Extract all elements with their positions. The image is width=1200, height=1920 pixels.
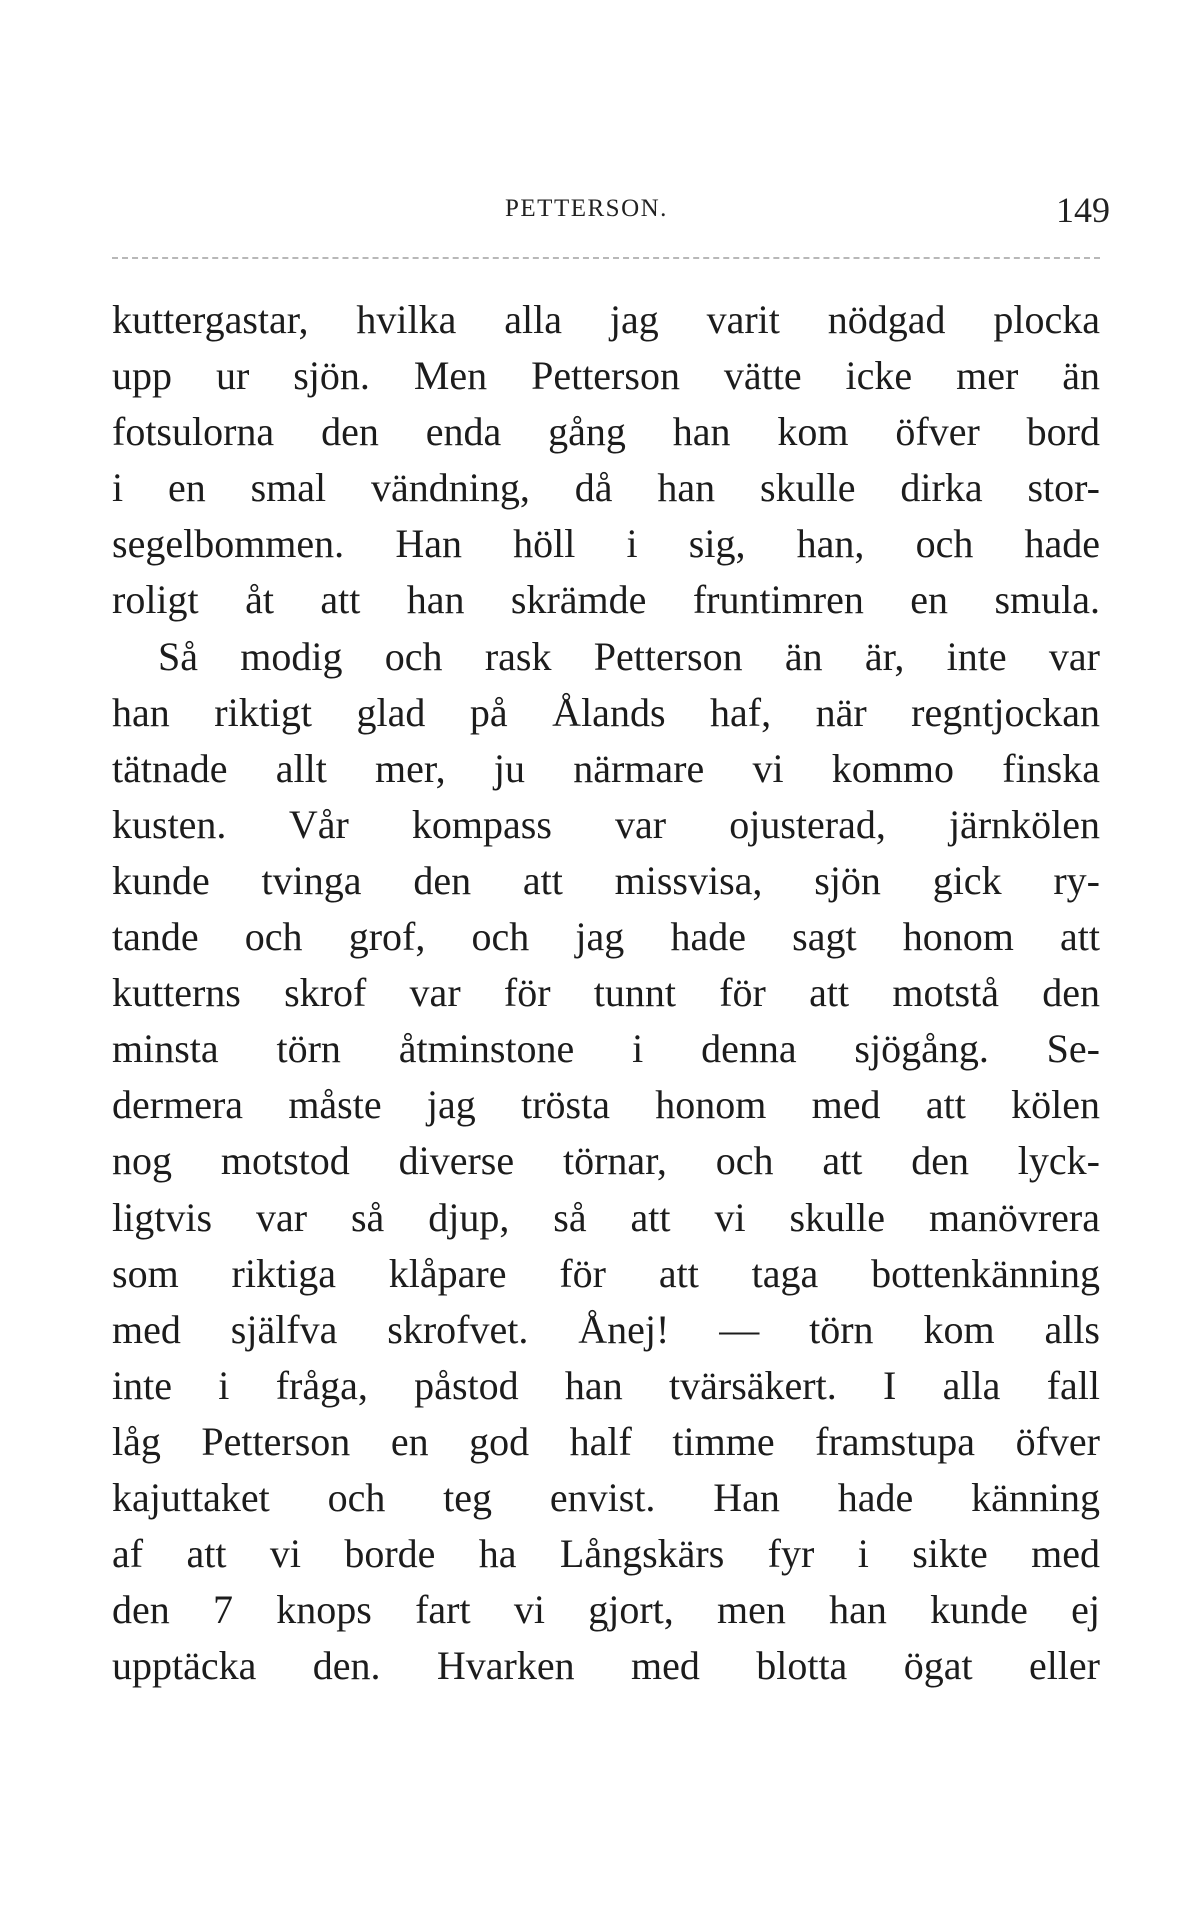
text-line: af att vi borde ha Långskärs fyr i sikte med: [112, 1531, 1100, 1577]
text-line: i en smal vändning, då han skulle dirka stor-: [112, 465, 1100, 511]
text-line: som riktiga klåpare för att taga bottenkänning: [112, 1250, 1100, 1296]
text-line: kuttergastar, hvilka alla jag varit nödgad plocka: [112, 297, 1100, 342]
text-line: med själfva skrofvet. Ånej! — törn kom alls: [112, 1306, 1100, 1352]
text-line: fotsulorna den enda gång han kom öfver bord: [112, 409, 1100, 455]
page-number: 149: [1056, 190, 1110, 230]
text-line: Så modig och rask Petterson än är, inte var: [158, 633, 1100, 679]
text-line: tande och grof, och jag hade sagt honom att: [112, 914, 1100, 960]
text-line: minsta törn åtminstone i denna sjögång. Se-: [112, 1026, 1100, 1072]
text-line: nog motstod diverse törnar, och att den lyck-: [112, 1138, 1100, 1184]
text-line: segelbommen. Han höll i sig, han, och hade: [112, 521, 1100, 567]
text-line: den 7 knops fart vi gjort, men han kunde ej: [112, 1587, 1100, 1633]
text-line: ligtvis var så djup, så att vi skulle manövrera: [112, 1194, 1100, 1240]
running-title: PETTERSON.: [505, 195, 668, 222]
text-line: kusten. Vår kompass var ojusterad, järnkölen: [112, 801, 1100, 847]
text-line: kutterns skrof var för tunnt för att motstå den: [112, 970, 1100, 1016]
header-rule: [112, 257, 1100, 259]
text-line: kajuttaket och teg envist. Han hade känning: [112, 1474, 1100, 1520]
text-line: han riktigt glad på Ålands haf, när regntjockan: [112, 689, 1100, 735]
text-line: upptäcka den. Hvarken med blotta ögat eller: [112, 1643, 1100, 1689]
text-line: kunde tvinga den att missvisa, sjön gick ry-: [112, 857, 1100, 903]
text-line: tätnade allt mer, ju närmare vi kommo finska: [112, 745, 1100, 791]
text-line: inte i fråga, påstod han tvärsäkert. I alla fall: [112, 1362, 1100, 1408]
text-line: upp ur sjön. Men Petterson vätte icke mer än: [112, 353, 1100, 399]
body-text: [112, 292, 1100, 1694]
text-line: låg Petterson en god half timme framstupa öfver: [112, 1418, 1100, 1464]
running-head: [110, 190, 1110, 245]
text-line: dermera måste jag trösta honom med att kölen: [112, 1082, 1100, 1128]
text-line: roligt åt att han skrämde fruntimren en smula.: [112, 577, 1100, 623]
